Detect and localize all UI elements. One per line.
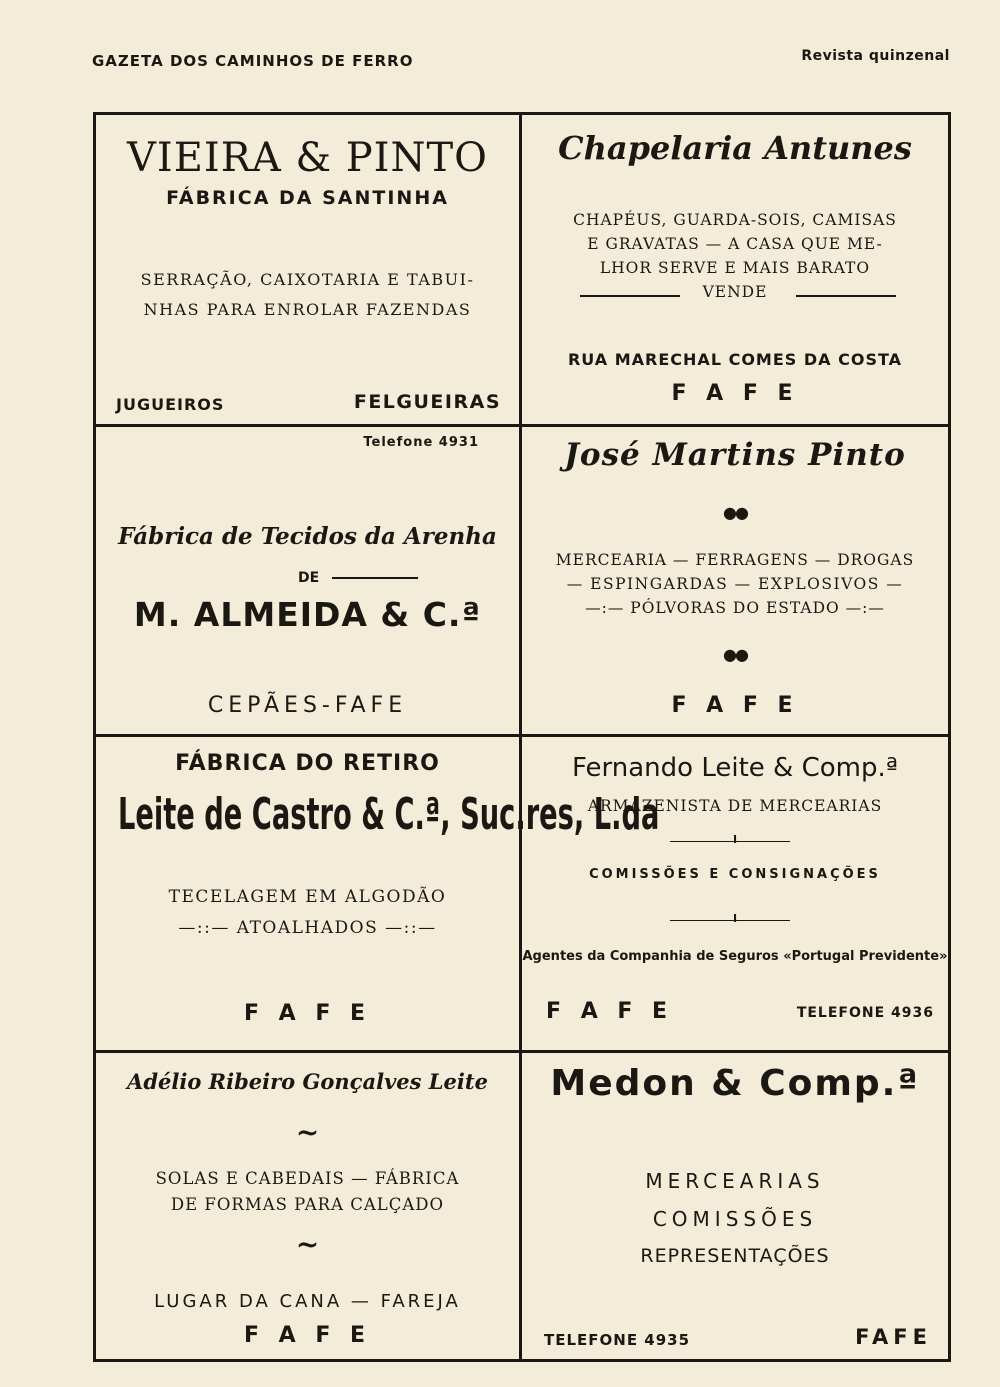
ad-title: Chapelaria Antunes <box>558 129 912 167</box>
ornament: ~ <box>295 1228 320 1261</box>
ad-title: Adélio Ribeiro Gonçalves Leite <box>127 1069 488 1094</box>
ad-fernando-leite <box>522 737 948 1053</box>
ad-description: VENDE <box>702 283 768 301</box>
ad-medon <box>522 1053 948 1359</box>
ad-owner: M. ALMEIDA & C.ª <box>133 595 482 634</box>
publication-frequency: Revista quinzenal <box>801 48 950 64</box>
ad-address: LUGAR DA CANA — FAREJA <box>154 1291 461 1312</box>
ad-jose-martins-pinto <box>522 427 948 737</box>
ad-title: Medon & Comp.ª <box>550 1063 920 1104</box>
ad-city: FAFE <box>855 1325 932 1349</box>
ad-fabrica-do-retiro <box>96 737 660 1053</box>
ad-phone: Telefone 4931 <box>363 435 479 450</box>
divider <box>580 295 680 297</box>
ad-chapelaria-antunes <box>522 115 948 427</box>
ad-description: —:— PÓLVORAS DO ESTADO —:— <box>585 599 885 617</box>
ad-line: MERCEARIAS <box>645 1169 825 1193</box>
ad-description: TECELAGEM EM ALGODÃO <box>168 887 447 907</box>
ad-line: REPRESENTAÇÕES <box>640 1245 830 1267</box>
ad-description: MERCEARIA — FERRAGENS — DROGAS <box>555 551 915 569</box>
separator: I <box>732 912 738 925</box>
ad-city: F A F E <box>671 381 799 406</box>
ad-phone: TELEFONE 4935 <box>544 1331 691 1349</box>
ad-subtitle: FÁBRICA DA SANTINHA <box>166 187 449 209</box>
ad-description: LHOR SERVE E MAIS BARATO <box>599 259 871 277</box>
ad-title: Fábrica de Tecidos da Arenha <box>118 523 497 550</box>
advertisement-grid <box>93 112 951 1362</box>
ad-description: CHAPÉUS, GUARDA-SOIS, CAMISAS <box>573 211 897 229</box>
ad-location: JUGUEIROS <box>116 395 225 414</box>
ornament: ~ <box>295 1116 320 1149</box>
ad-title: VIEIRA & PINTO <box>127 135 488 181</box>
publication-title: GAZETA DOS CAMINHOS DE FERRO <box>92 52 414 70</box>
ad-phone: TELEFONE 4936 <box>796 1005 934 1021</box>
ad-arenha <box>96 427 522 737</box>
ad-city: F A F E <box>546 999 674 1024</box>
divider <box>332 577 418 579</box>
ad-connector: DE <box>298 570 320 586</box>
ad-description: DE FORMAS PARA CALÇADO <box>170 1195 445 1214</box>
ad-services: COMISSÕES E CONSIGNAÇÕES <box>589 867 881 882</box>
ad-vieira-pinto <box>96 115 522 427</box>
ad-location: FELGUEIRAS <box>353 391 501 413</box>
ad-owner: Leite de Castro & C.ª, Suc.res, L.da <box>118 789 660 840</box>
ad-title: José Martins Pinto <box>564 437 906 473</box>
ad-description: E GRAVATAS — A CASA QUE ME- <box>587 235 883 253</box>
ad-city: F A F E <box>243 1323 372 1348</box>
ad-adelio-ribeiro <box>96 1053 522 1359</box>
ad-title: Fernando Leite & Comp.ª <box>572 753 898 783</box>
ad-description: — ESPINGARDAS — EXPLOSIVOS — <box>566 575 904 593</box>
ornament: ●● <box>723 645 747 664</box>
separator: I <box>732 833 738 846</box>
ad-description: NHAS PARA ENROLAR FAZENDAS <box>143 300 472 319</box>
ad-line: COMISSÕES <box>652 1207 818 1231</box>
ad-agents: Agentes da Companhia de Seguros «Portugal Previdente» <box>522 949 948 964</box>
ad-description: —::— ATOALHADOS —::— <box>178 918 437 938</box>
page-header <box>92 46 950 74</box>
ad-description: SOLAS E CABEDAIS — FÁBRICA <box>155 1169 460 1188</box>
ad-address: RUA MARECHAL COMES DA COSTA <box>567 350 903 369</box>
divider <box>796 295 896 297</box>
ornament: ●● <box>723 503 747 522</box>
ad-city: F A F E <box>243 1001 372 1026</box>
ad-city: CEPÃES-FAFE <box>207 693 408 718</box>
ad-city: F A F E <box>671 693 799 718</box>
ad-title: FÁBRICA DO RETIRO <box>175 751 440 776</box>
ad-subtitle: ARMAZENISTA DE MERCEARIAS <box>587 797 883 815</box>
ad-description: SERRAÇÃO, CAIXOTARIA E TABUI- <box>140 270 475 289</box>
